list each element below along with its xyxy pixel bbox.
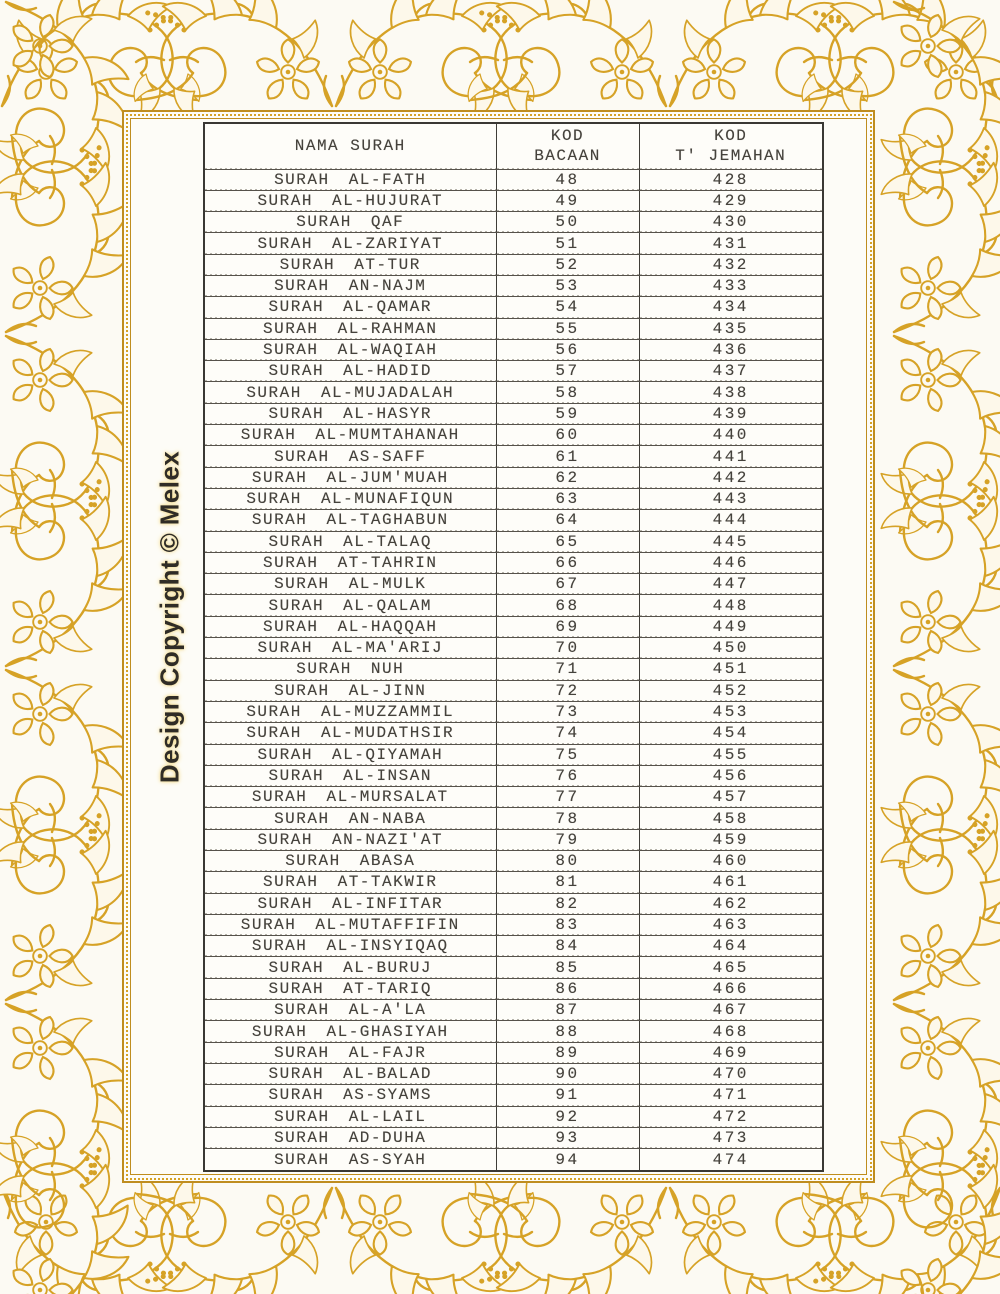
table-row xyxy=(204,1127,823,1148)
kod-bacaan-cell: 70 xyxy=(496,638,639,659)
table-row xyxy=(204,574,823,595)
header-row xyxy=(204,123,823,169)
kod-bacaan-cell: 59 xyxy=(496,403,639,424)
kod-tjemahan-cell: 466 xyxy=(639,978,823,999)
surah-name-cell: SURAH AS-SYAH xyxy=(274,1150,427,1169)
surah-name-cell: SURAH AL-JUM'MUAH xyxy=(204,467,496,488)
surah-name-cell: SURAH AL-HAQQAH xyxy=(204,616,496,637)
kod-tjemahan-cell: 450 xyxy=(639,638,823,659)
surah-name-cell: SURAH AL-MUMTAHANAH xyxy=(204,425,496,446)
kod-bacaan-cell: 66 xyxy=(496,552,639,573)
surah-name-cell: SURAH AL-MA'ARIJ xyxy=(204,638,496,659)
kod-tjemahan-cell: 465 xyxy=(639,957,823,978)
kod-bacaan-cell: 68 xyxy=(496,595,639,616)
table-row xyxy=(204,978,823,999)
kod-bacaan-cell: 90 xyxy=(496,1063,639,1084)
surah-name-cell: SURAH AL-QIYAMAH xyxy=(204,744,496,765)
kod-tjemahan-cell: 436 xyxy=(639,339,823,360)
kod-bacaan-cell: 77 xyxy=(496,787,639,808)
table-row xyxy=(204,1149,823,1171)
table-row xyxy=(204,659,823,680)
kod-tjemahan-cell: 437 xyxy=(639,361,823,382)
table-row xyxy=(204,1085,823,1106)
table-header xyxy=(204,123,823,169)
kod-bacaan-cell: 54 xyxy=(496,297,639,318)
kod-bacaan-cell: 57 xyxy=(496,361,639,382)
kod-tjemahan-cell: 439 xyxy=(639,403,823,424)
kod-bacaan-cell: 76 xyxy=(496,765,639,786)
kod-bacaan-cell: 89 xyxy=(496,1042,639,1063)
surah-name-cell: SURAH AL-FATH xyxy=(204,169,496,190)
surah-name-cell: SURAH AL-BURUJ xyxy=(204,957,496,978)
table-row xyxy=(204,851,823,872)
table-row xyxy=(204,936,823,957)
table-row xyxy=(204,403,823,424)
kod-tjemahan-cell: 451 xyxy=(639,659,823,680)
table-row xyxy=(204,297,823,318)
table-row xyxy=(204,552,823,573)
table-row xyxy=(204,275,823,296)
kod-tjemahan-cell: 467 xyxy=(639,1000,823,1021)
kod-tjemahan-cell: 474 xyxy=(639,1149,823,1171)
kod-tjemahan-cell: 457 xyxy=(639,787,823,808)
kod-tjemahan-cell: 432 xyxy=(639,254,823,275)
kod-tjemahan-cell: 442 xyxy=(639,467,823,488)
kod-bacaan-cell: 65 xyxy=(496,531,639,552)
surah-name-cell: SURAH NUH xyxy=(204,659,496,680)
kod-bacaan-cell: 83 xyxy=(496,914,639,935)
surah-name-cell: SURAH AL-MURSALAT xyxy=(204,787,496,808)
kod-tjemahan-cell: 448 xyxy=(639,595,823,616)
header-nama-surah xyxy=(204,123,496,169)
kod-tjemahan-cell: 472 xyxy=(639,1106,823,1127)
surah-name-cell: SURAH AL-INSYIQAQ xyxy=(204,936,496,957)
kod-bacaan-cell: 67 xyxy=(496,574,639,595)
table-row xyxy=(204,765,823,786)
kod-bacaan-cell: 60 xyxy=(496,425,639,446)
header-kod-tjemahan xyxy=(639,123,823,169)
table-row xyxy=(204,1000,823,1021)
table-row xyxy=(204,1106,823,1127)
table-row xyxy=(204,488,823,509)
kod-tjemahan-cell: 447 xyxy=(639,574,823,595)
kod-bacaan-cell: 78 xyxy=(496,808,639,829)
surah-name-cell: SURAH AT-TARIQ xyxy=(204,978,496,999)
surah-name-cell: SURAH AT-TAHRIN xyxy=(204,552,496,573)
table-row xyxy=(204,361,823,382)
table-row xyxy=(204,1021,823,1042)
kod-bacaan-cell: 69 xyxy=(496,616,639,637)
kod-bacaan-cell: 56 xyxy=(496,339,639,360)
table-row xyxy=(204,233,823,254)
table-row xyxy=(204,446,823,467)
kod-tjemahan-cell: 434 xyxy=(639,297,823,318)
table-row xyxy=(204,616,823,637)
surah-name-cell: SURAH AL-MUNAFIQUN xyxy=(204,488,496,509)
kod-bacaan-cell: 87 xyxy=(496,1000,639,1021)
kod-tjemahan-cell: 446 xyxy=(639,552,823,573)
header-tjemahan-label: T' JEMAHAN xyxy=(675,147,787,166)
surah-name-cell: SURAH AL-INSAN xyxy=(204,765,496,786)
kod-bacaan-cell: 64 xyxy=(496,510,639,531)
kod-bacaan-cell: 91 xyxy=(496,1085,639,1106)
kod-bacaan-cell: 52 xyxy=(496,254,639,275)
table-row xyxy=(204,318,823,339)
kod-tjemahan-cell: 456 xyxy=(639,765,823,786)
kod-tjemahan-cell: 441 xyxy=(639,446,823,467)
kod-bacaan-cell: 93 xyxy=(496,1127,639,1148)
surah-name-cell: SURAH AL-JINN xyxy=(204,680,496,701)
kod-tjemahan-cell: 469 xyxy=(639,1042,823,1063)
surah-name-cell: SURAH AL-FAJR xyxy=(204,1042,496,1063)
kod-tjemahan-cell: 454 xyxy=(639,723,823,744)
kod-tjemahan-cell: 464 xyxy=(639,936,823,957)
kod-tjemahan-cell: 453 xyxy=(639,701,823,722)
surah-name-cell: SURAH AL-HADID xyxy=(204,361,496,382)
table-row xyxy=(204,169,823,190)
table-row xyxy=(204,914,823,935)
surah-name-cell: SURAH AL-RAHMAN xyxy=(204,318,496,339)
surah-name-cell: SURAH AL-A'LA xyxy=(204,1000,496,1021)
surah-name-cell: SURAH AS-SAFF xyxy=(204,446,496,467)
kod-tjemahan-cell: 460 xyxy=(639,851,823,872)
table-row xyxy=(204,425,823,446)
surah-name-cell: SURAH AL-MUJADALAH xyxy=(204,382,496,403)
surah-name-cell: SURAH AL-INFITAR xyxy=(204,893,496,914)
surah-name-cell: SURAH AL-MUDATHSIR xyxy=(204,723,496,744)
kod-tjemahan-cell: 428 xyxy=(639,169,823,190)
kod-tjemahan-cell: 462 xyxy=(639,893,823,914)
kod-bacaan-cell: 79 xyxy=(496,829,639,850)
kod-bacaan-cell: 55 xyxy=(496,318,639,339)
kod-bacaan-cell: 53 xyxy=(496,275,639,296)
table-row xyxy=(204,723,823,744)
surah-name-cell: SURAH AL-TALAQ xyxy=(204,531,496,552)
header-kod-bacaan xyxy=(496,123,639,169)
copyright-text: Design Copyright © Melex xyxy=(154,450,185,784)
header-kod-label: KOD xyxy=(714,127,748,146)
kod-bacaan-cell: 86 xyxy=(496,978,639,999)
kod-bacaan-cell: 71 xyxy=(496,659,639,680)
surah-name-cell: SURAH ABASA xyxy=(204,851,496,872)
kod-tjemahan-cell: 431 xyxy=(639,233,823,254)
kod-tjemahan-cell: 438 xyxy=(639,382,823,403)
kod-tjemahan-cell: 463 xyxy=(639,914,823,935)
surah-name-cell: SURAH AL-HUJURAT xyxy=(204,190,496,211)
kod-tjemahan-cell: 470 xyxy=(639,1063,823,1084)
table-row xyxy=(204,339,823,360)
kod-bacaan-cell: 48 xyxy=(496,169,639,190)
table-row xyxy=(204,1063,823,1084)
table-row xyxy=(204,744,823,765)
table-row xyxy=(204,893,823,914)
header-bacaan-label: BACAAN xyxy=(534,147,601,166)
header-kod-label: KOD xyxy=(550,127,585,146)
kod-bacaan-cell: 50 xyxy=(496,212,639,233)
surah-name-cell: SURAH AL-MUTAFFIFIN xyxy=(204,914,496,935)
surah-name-cell: SURAH AL-HASYR xyxy=(204,403,496,424)
kod-bacaan-cell: 61 xyxy=(496,446,639,467)
table-row xyxy=(204,701,823,722)
kod-tjemahan-cell: 473 xyxy=(639,1127,823,1148)
surah-name-cell: SURAH AL-GHASIYAH xyxy=(204,1021,496,1042)
surah-name-cell: SURAH AD-DUHA xyxy=(204,1127,496,1148)
kod-bacaan-cell: 82 xyxy=(496,893,639,914)
kod-bacaan-cell: 51 xyxy=(496,233,639,254)
surah-name-cell: SURAH AL-MULK xyxy=(204,574,496,595)
surah-name-cell: SURAH AT-TAKWIR xyxy=(204,872,496,893)
kod-tjemahan-cell: 443 xyxy=(639,488,823,509)
surah-name-cell: SURAH AL-ZARIYAT xyxy=(204,233,496,254)
surah-name-cell: SURAH AL-LAIL xyxy=(204,1106,496,1127)
surah-name-cell: SURAH AN-NAZI'AT xyxy=(204,829,496,850)
kod-bacaan-cell: 80 xyxy=(496,851,639,872)
kod-tjemahan-cell: 452 xyxy=(639,680,823,701)
table-row xyxy=(204,254,823,275)
surah-code-table xyxy=(203,122,824,1172)
kod-bacaan-cell: 73 xyxy=(496,701,639,722)
surah-name-cell: SURAH AL-QAMAR xyxy=(204,297,496,318)
kod-tjemahan-cell: 435 xyxy=(639,318,823,339)
kod-tjemahan-cell: 433 xyxy=(639,275,823,296)
surah-name-cell: SURAH AL-MUZZAMMIL xyxy=(204,701,496,722)
surah-name-cell: SURAH AN-NAJM xyxy=(204,275,496,296)
table-row xyxy=(204,531,823,552)
kod-tjemahan-cell: 471 xyxy=(639,1085,823,1106)
table-row xyxy=(204,787,823,808)
surah-name-cell: SURAH AL-BALAD xyxy=(204,1063,496,1084)
kod-bacaan-cell: 84 xyxy=(496,936,639,957)
kod-tjemahan-cell: 445 xyxy=(639,531,823,552)
surah-name-cell: SURAH AL-TAGHABUN xyxy=(204,510,496,531)
kod-tjemahan-cell: 440 xyxy=(639,425,823,446)
kod-bacaan-cell: 81 xyxy=(496,872,639,893)
kod-bacaan-cell: 75 xyxy=(496,744,639,765)
kod-bacaan-cell: 72 xyxy=(496,680,639,701)
header-nama-surah-label: NAMA SURAH xyxy=(294,137,406,156)
table-row xyxy=(204,957,823,978)
table-row xyxy=(204,638,823,659)
kod-tjemahan-cell: 459 xyxy=(639,829,823,850)
table-row xyxy=(204,808,823,829)
table-row xyxy=(204,595,823,616)
kod-tjemahan-cell: 458 xyxy=(639,808,823,829)
kod-bacaan-cell: 85 xyxy=(496,957,639,978)
kod-bacaan-cell: 49 xyxy=(496,190,639,211)
table-row xyxy=(204,1042,823,1063)
kod-bacaan-cell: 88 xyxy=(496,1021,639,1042)
surah-name-cell: SURAH AN-NABA xyxy=(204,808,496,829)
table-row xyxy=(204,382,823,403)
kod-tjemahan-cell: 461 xyxy=(639,872,823,893)
kod-bacaan-cell: 58 xyxy=(496,382,639,403)
kod-tjemahan-cell: 444 xyxy=(639,510,823,531)
kod-tjemahan-cell: 449 xyxy=(639,616,823,637)
surah-name-cell: SURAH AL-WAQIAH xyxy=(204,339,496,360)
kod-tjemahan-cell: 468 xyxy=(639,1021,823,1042)
table-body xyxy=(204,169,823,1171)
surah-name-cell: SURAH AT-TUR xyxy=(204,254,496,275)
table-row xyxy=(204,212,823,233)
table-row xyxy=(204,872,823,893)
kod-tjemahan-cell: 430 xyxy=(639,212,823,233)
kod-bacaan-cell: 62 xyxy=(496,467,639,488)
surah-name-cell: SURAH QAF xyxy=(204,212,496,233)
table-row xyxy=(204,467,823,488)
kod-bacaan-cell: 94 xyxy=(496,1149,639,1171)
table-row xyxy=(204,190,823,211)
surah-name-cell: SURAH AL-QALAM xyxy=(204,595,496,616)
kod-bacaan-cell: 92 xyxy=(496,1106,639,1127)
kod-tjemahan-cell: 429 xyxy=(639,190,823,211)
kod-bacaan-cell: 63 xyxy=(496,488,639,509)
table-row xyxy=(204,510,823,531)
kod-bacaan-cell: 74 xyxy=(496,723,639,744)
table-row xyxy=(204,829,823,850)
surah-name-cell: SURAH AS-SYAMS xyxy=(204,1085,496,1106)
kod-tjemahan-cell: 455 xyxy=(639,744,823,765)
table-row xyxy=(204,680,823,701)
